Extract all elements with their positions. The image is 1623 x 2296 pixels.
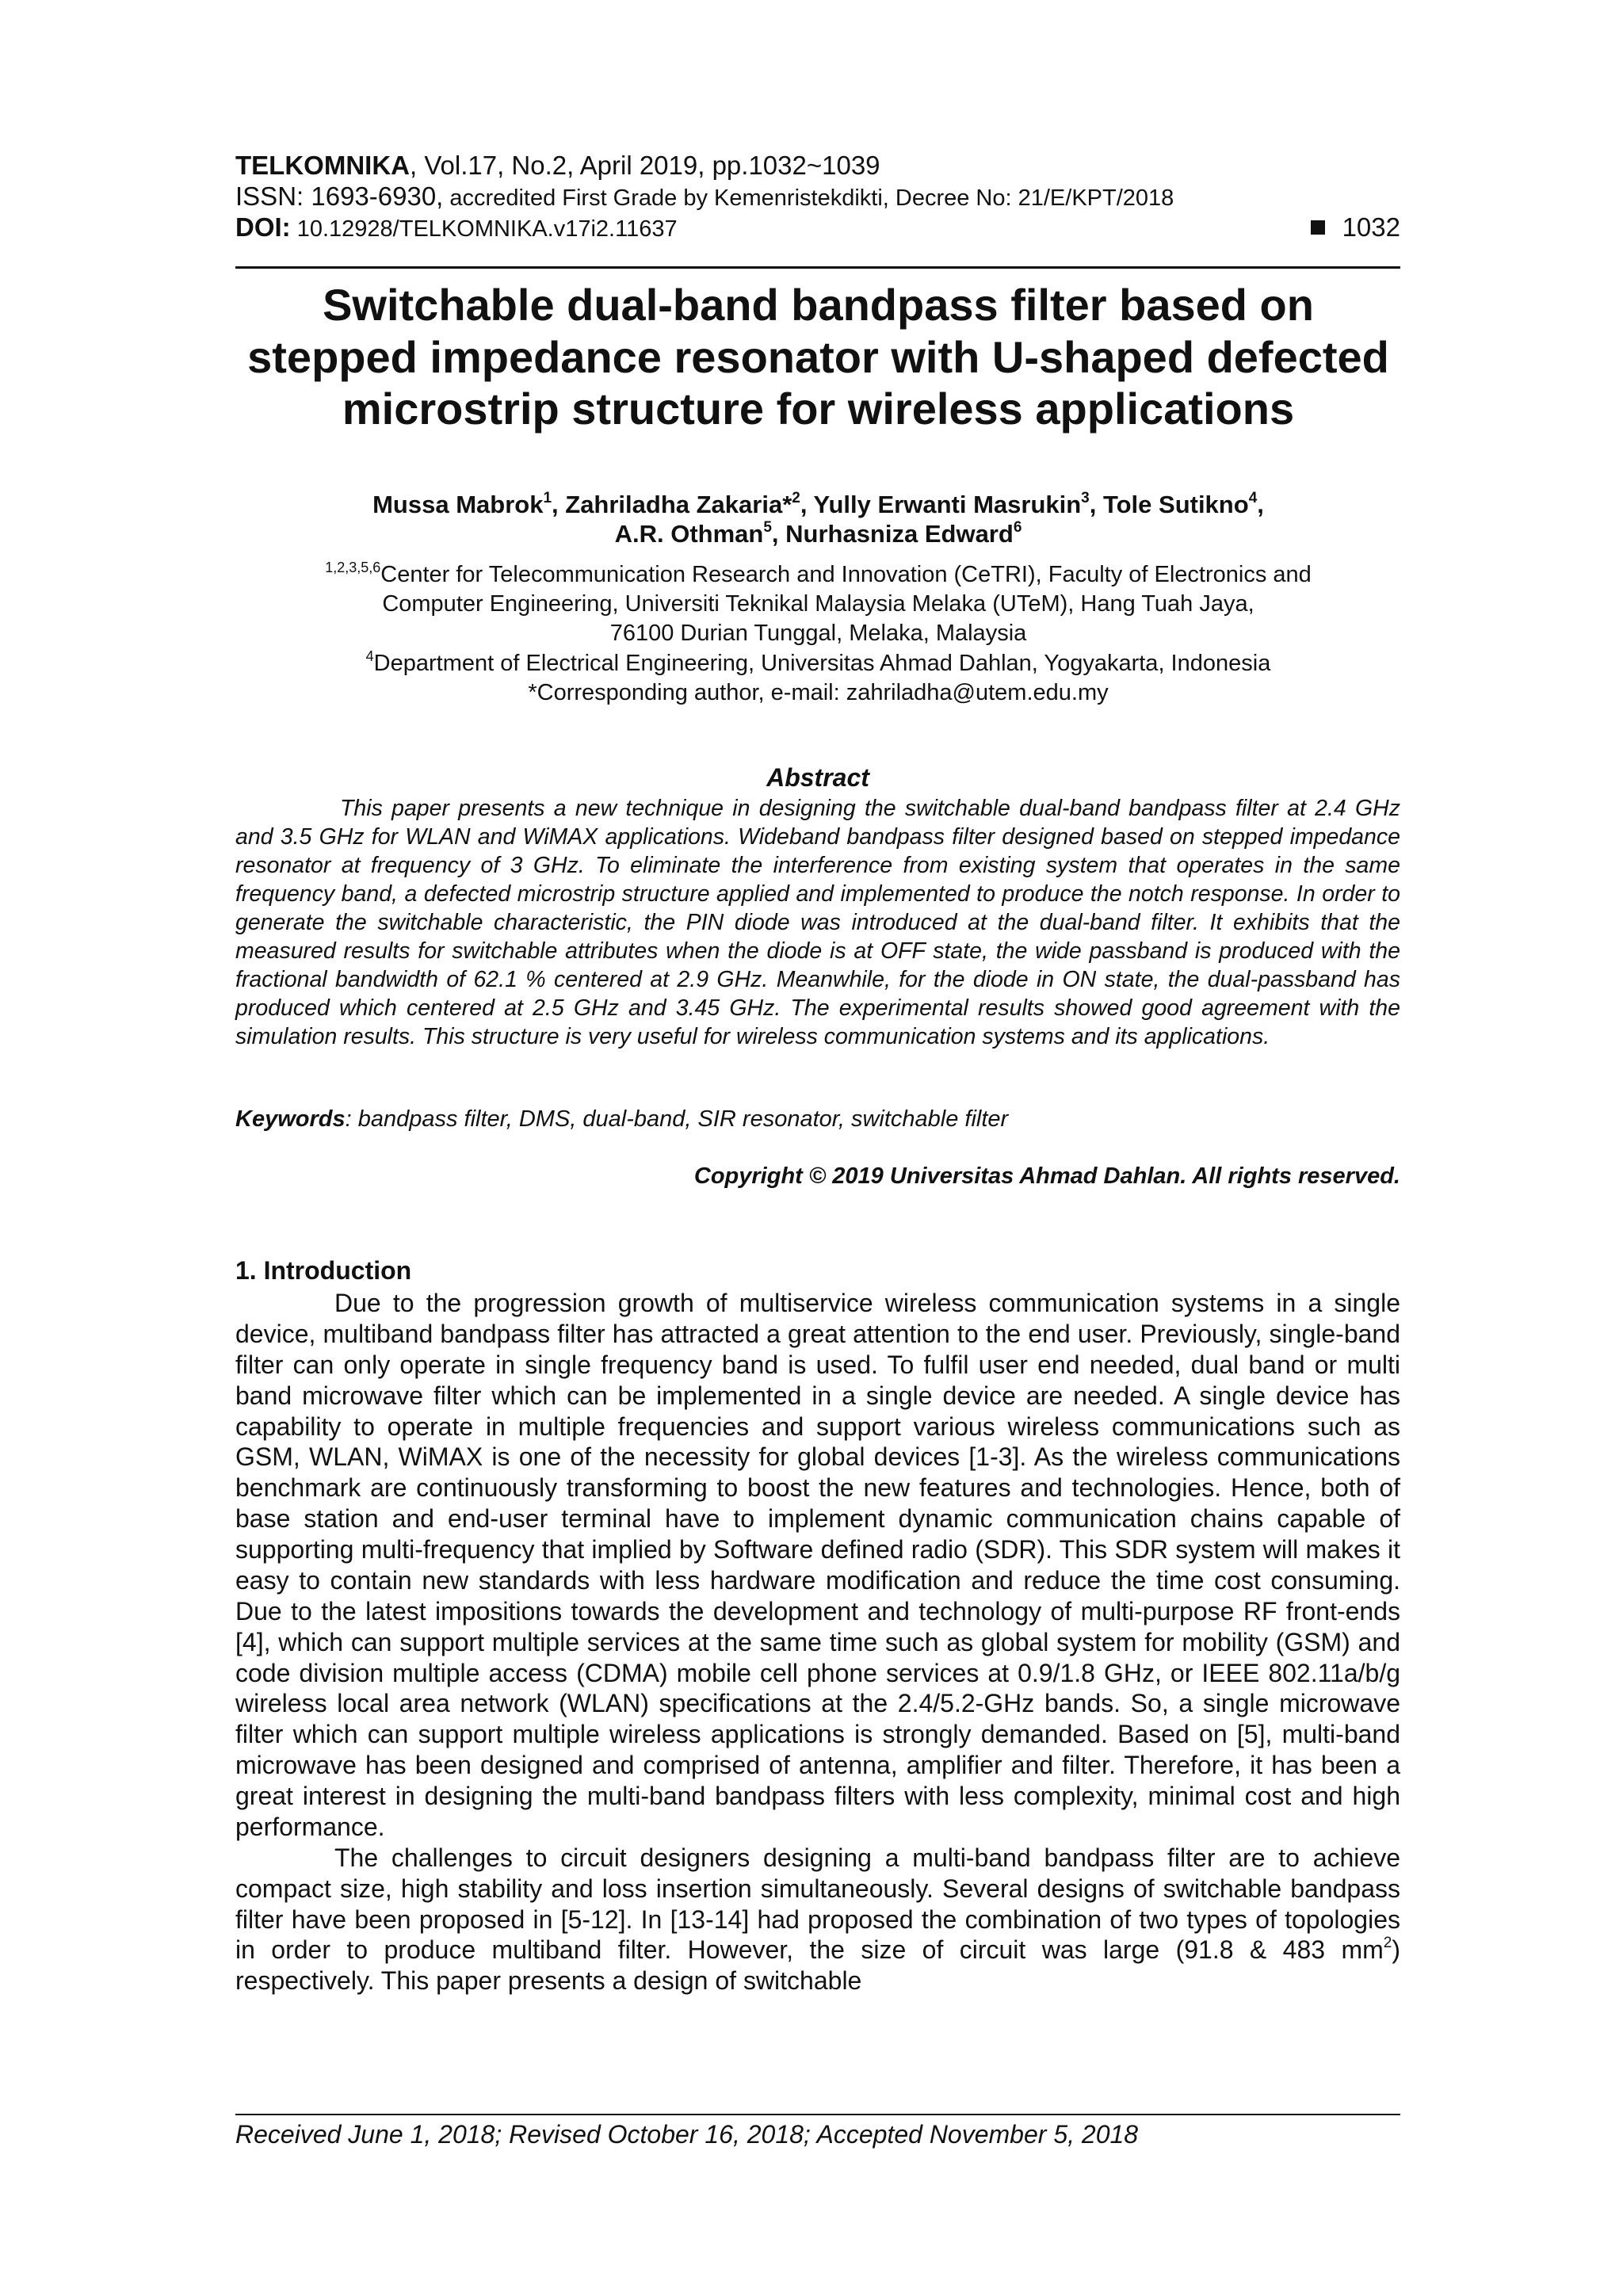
affiliation-mark: 1,2,3,5,6 (325, 560, 381, 575)
author-name: , Zahriladha Zakaria* (552, 491, 792, 518)
paragraph-text: ) respectively. This paper presents a design of switchable (235, 1935, 1400, 1996)
title-line: Switchable dual-band bandpass filter based on (323, 280, 1314, 330)
paragraph (235, 1843, 1400, 1996)
affiliations (206, 559, 1430, 708)
introduction-body (235, 1288, 1400, 1996)
abstract-text: This paper presents a new technique in designing the switchable dual-band bandpass filter at 2.4 GHz and 3.5 GHz for WLAN and WiMAX applications. Wideband bandpass filter designed based on stepped impedance resonator at frequency of 3 GHz. To eliminate the interference from existing system that operates in the same frequency band, a defected microstrip structure applied and implemented to produce the notch response. In order to generate the switchable characteristic, the PIN diode was introduced at the dual-band filter. It exhibits that the measured results for switchable attributes when the diode is at OFF state, the wide passband is produced with the fractional bandwidth of 62.1 % centered at 2.9 GHz. Meanwhile, for the diode in ON state, the dual-passband has produced which centered at 2.5 GHz and 3.45 GHz. The experimental results showed good agreement with the simulation results. This structure is very useful for wireless communication systems and its applications. (235, 796, 1400, 1050)
keywords-text: : bandpass filter, DMS, dual-band, SIR resonator, switchable filter (345, 1106, 1009, 1132)
received-dates: Received June 1, 2018; Revised October 16, 2018; Accepted November 5, 2018 (235, 2120, 1139, 2149)
author-affiliation-mark: 6 (1013, 519, 1022, 537)
title-line: microstrip structure for wireless applications (342, 384, 1295, 434)
issn-label: ISSN: 1693-6930, (235, 181, 444, 211)
section-heading: 1. Introduction (235, 1256, 412, 1285)
affiliation-text: Center for Telecommunication Research and Innovation (CeTRI), Faculty of Electronics and (380, 562, 1312, 587)
keywords-label: Keywords (235, 1106, 346, 1132)
affiliation-line: 76100 Durian Tunggal, Melaka, Malaysia (609, 620, 1027, 646)
square-bullet-icon (1311, 220, 1325, 235)
author-affiliation-mark: 4 (1248, 490, 1258, 506)
journal-doi (235, 212, 1400, 243)
abstract-heading: Abstract (766, 763, 869, 792)
keywords (235, 1106, 1400, 1133)
author-affiliation-mark: 3 (1081, 490, 1090, 506)
author-separator: , (1257, 491, 1264, 518)
author-affiliation-mark: 2 (792, 490, 800, 506)
author-line (206, 490, 1430, 519)
title-line: stepped impedance resonator with U-shaped defected (247, 331, 1389, 382)
author-name: Mussa Mabrok (372, 491, 544, 518)
journal-issn (235, 181, 1400, 212)
affiliation-mark: 4 (365, 648, 374, 665)
issn-rest: accredited First Grade by Kemenristekdikti, Decree No: 21/E/KPT/2018 (443, 185, 1174, 211)
journal-name: TELKOMNIKA (235, 151, 410, 180)
page-number (1311, 212, 1400, 243)
affiliation-line (206, 559, 1430, 590)
doi-value: 10.12928/TELKOMNIKA.v17i2.11637 (290, 216, 678, 242)
affiliation-line: Computer Engineering, Universiti Teknikal Malaysia Melaka (UTeM), Hang Tuah Jaya, (382, 590, 1254, 617)
footer-divider (235, 2114, 1400, 2115)
header-divider (235, 266, 1400, 269)
author-line (206, 519, 1430, 548)
author-affiliation-mark: 5 (763, 519, 772, 537)
author-name: , Nurhasniza Edward (771, 520, 1014, 548)
journal-citation (235, 151, 1400, 181)
journal-header (235, 151, 1400, 243)
paper-title (206, 279, 1430, 435)
author-name: , Yully Erwanti Masrukin (800, 491, 1082, 518)
superscript: 2 (1383, 1935, 1392, 1952)
author-affiliation-mark: 1 (543, 490, 552, 506)
doi-label: DOI: (235, 212, 291, 242)
page-number-value: 1032 (1342, 212, 1400, 242)
paragraph-text: The challenges to circuit designers designing a multi-band bandpass filter are to achieve compact size, high stability and loss insertion simultaneously. Several designs of switchable bandpass filter have been proposed in [5-12]. In [13-14] had proposed the combination of two types of topologies in order to produce multiband filter. However, the size of circuit was large (91.8 & 483 mm (235, 1843, 1400, 1965)
affiliation-text: Department of Electrical Engineering, Universitas Ahmad Dahlan, Yogyakarta, Indonesia (373, 651, 1271, 677)
copyright-notice: Copyright © 2019 Universitas Ahmad Dahlan. All rights reserved. (693, 1163, 1400, 1189)
author-list (206, 490, 1430, 548)
corresponding-author: *Corresponding author, e-mail: zahriladha@utem.edu.my (528, 680, 1109, 706)
journal-volume: , Vol.17, No.2, April 2019, pp.1032~1039 (409, 151, 880, 180)
affiliation-line (206, 648, 1430, 678)
author-name: , Tole Sutikno (1089, 491, 1249, 518)
author-name: A.R. Othman (614, 520, 764, 548)
paragraph: Due to the progression growth of multiservice wireless communication systems in a single device, multiband bandpass filter has attracted a great attention to the end user. Previously, single-band filter can only operate in single frequency band is used. To fulfil user end needed, dual band or multi band microwave filter which can be implemented in a single device are needed. A single device has capability to operate in multiple frequencies and support various wireless communications such as GSM, WLAN, WiMAX is one of the necessity for global devices [1-3]. As the wireless communications benchmark are continuously transforming to boost the new features and technologies. Hence, both of base station and end-user terminal have to implement dynamic communication chains capable of supporting multi-frequency that implied by Software defined radio (SDR). This SDR system will makes it easy to contain new standards with less hardware modification and reduce the time cost consuming. Due to the latest impositions towards the development and technology of multi-purpose RF front-ends [4], which can support multiple services at the same time such as global system for mobility (GSM) and code division multiple access (CDMA) mobile cell phone services at 0.9/1.8 GHz, or IEEE 802.11a/b/g wireless local area network (WLAN) specifications at the 2.4/5.2-GHz bands. So, a single microwave filter which can support multiple wireless applications is strongly demanded. Based on [5], multi-band microwave has been designed and comprised of antenna, amplifier and filter. Therefore, it has been a great interest in designing the multi-band bandpass filters with less complexity, minimal cost and high performance. (235, 1289, 1400, 1841)
